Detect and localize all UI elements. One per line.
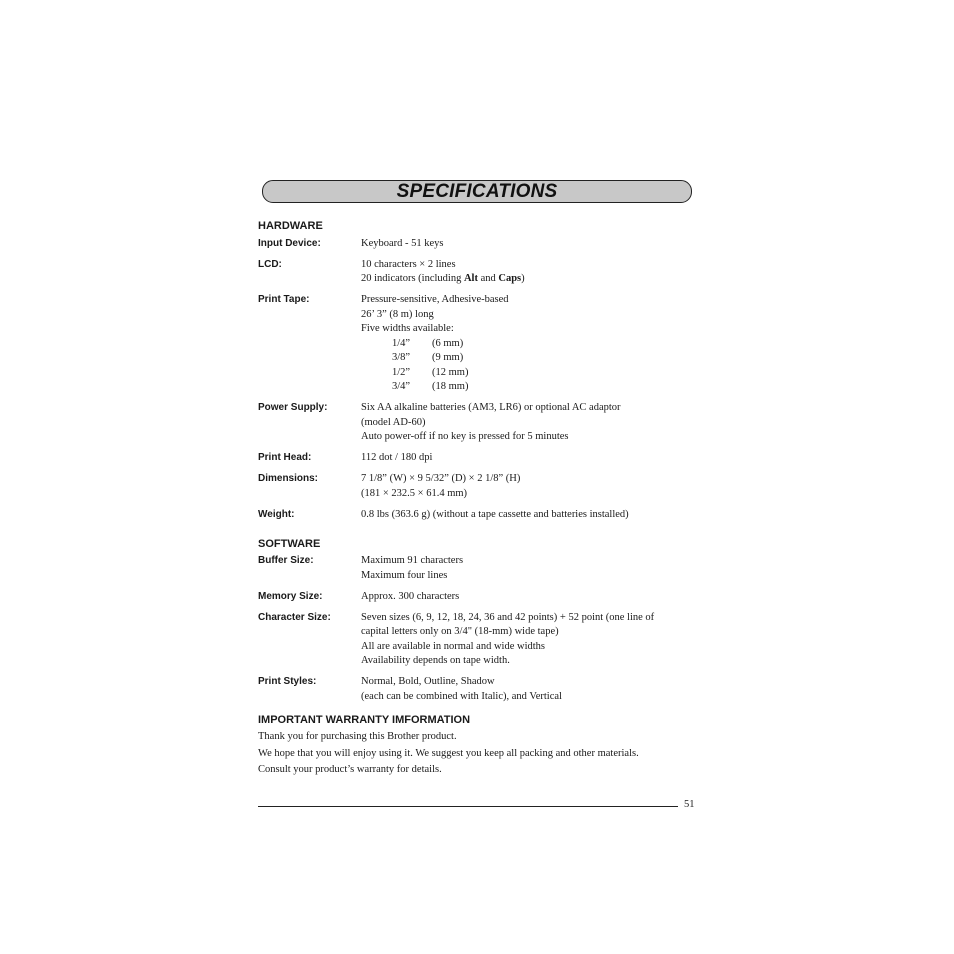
- spec-value: 26’ 3” (8 m) long: [361, 308, 434, 320]
- spec-value: 10 characters × 2 lines: [361, 258, 456, 270]
- page-title: SPECIFICATIONS: [396, 180, 558, 202]
- tape-width-row: 1/2” (12 mm): [392, 366, 469, 378]
- warranty-text: Consult your product’s warranty for details.: [258, 764, 442, 775]
- spec-row-power-supply: [258, 401, 698, 445]
- spec-row-dimensions: [258, 472, 698, 501]
- spec-value: Auto power-off if no key is pressed for 5 minutes: [361, 431, 569, 442]
- spec-value: Five widths available:: [361, 323, 454, 334]
- spec-row-print-styles: [258, 675, 698, 704]
- spec-value: 7 1/8” (W) × 9 5/32” (D) × 2 1/8” (H): [361, 473, 521, 484]
- spec-value: All are available in normal and wide widths: [361, 640, 545, 652]
- caps-key-text: Caps: [498, 273, 522, 284]
- warranty-text: We hope that you will enjoy using it. We suggest you keep all packing and other materials.: [258, 747, 639, 759]
- hardware-heading: HARDWARE: [258, 220, 323, 232]
- spec-value: Maximum four lines: [361, 569, 448, 581]
- spec-label: Power Supply:: [258, 402, 328, 413]
- spec-value: (model AD-60): [361, 416, 426, 428]
- spec-row-print-head: [258, 451, 698, 466]
- spec-value: Availability depends on tape width.: [361, 655, 510, 666]
- spec-label: Memory Size:: [258, 590, 323, 602]
- spec-label: Weight:: [258, 508, 295, 520]
- tape-width-row: 3/4” (18 mm): [392, 381, 469, 392]
- title-banner: [262, 180, 692, 203]
- spec-label: Input Device:: [258, 237, 321, 249]
- spec-row-character-size: [258, 611, 698, 669]
- spec-label: Dimensions:: [258, 473, 319, 484]
- spec-value: capital letters only on 3/4" (18-mm) wide tape): [361, 626, 559, 637]
- spec-row-print-tape: [258, 293, 698, 395]
- spec-row-input-device: [258, 237, 698, 252]
- spec-row-lcd: [258, 258, 698, 287]
- spec-value: 20 indicators (including Alt and Caps): [361, 273, 525, 284]
- spec-row-buffer-size: [258, 554, 698, 583]
- spec-value: (181 × 232.5 × 61.4 mm): [361, 487, 468, 499]
- spec-value: Pressure-sensitive, Adhesive-based: [361, 294, 509, 305]
- spec-label: Print Head:: [258, 452, 312, 463]
- spec-label: Buffer Size:: [258, 555, 314, 566]
- spec-value: 112 dot / 180 dpi: [361, 452, 433, 463]
- alt-key-text: Alt: [463, 273, 478, 284]
- tape-width-row: 1/4” (6 mm): [392, 337, 464, 349]
- spec-label: Character Size:: [258, 611, 331, 623]
- spec-value: Normal, Bold, Outline, Shadow: [361, 676, 495, 687]
- page-number: 51: [684, 799, 695, 810]
- spec-value: Six AA alkaline batteries (AM3, LR6) or optional AC adaptor: [361, 402, 621, 413]
- warranty-heading: IMPORTANT WARRANTY IMFORMATION: [258, 713, 471, 726]
- spec-label: Print Styles:: [258, 676, 317, 687]
- tape-width-row: 3/8” (9 mm): [392, 352, 464, 363]
- footer-rule: [258, 806, 678, 807]
- spec-label: Print Tape:: [258, 294, 310, 305]
- spec-row-memory-size: [258, 590, 698, 605]
- spec-value: 0.8 lbs (363.6 g) (without a tape cassette and batteries installed): [361, 508, 629, 520]
- spec-row-weight: [258, 508, 698, 523]
- warranty-text: Thank you for purchasing this Brother product.: [258, 731, 457, 742]
- spec-value: Maximum 91 characters: [361, 555, 464, 566]
- spec-value: Keyboard - 51 keys: [361, 237, 444, 249]
- spec-value: Approx. 300 characters: [361, 590, 460, 602]
- spec-value: Seven sizes (6, 9, 12, 18, 24, 36 and 42 points) + 52 point (one line of: [361, 611, 655, 623]
- spec-label: LCD:: [258, 258, 282, 270]
- software-heading: SOFTWARE: [258, 537, 321, 550]
- spec-content: [258, 219, 698, 780]
- spec-value: (each can be combined with Italic), and Vertical: [361, 690, 562, 702]
